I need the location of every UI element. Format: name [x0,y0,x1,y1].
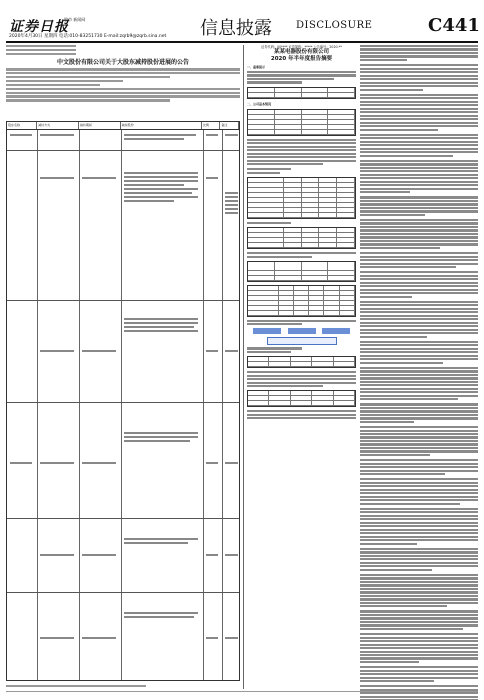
paragraph [360,45,478,61]
shareholding-table [6,121,240,681]
col-header: 股东名称 [7,122,37,129]
paragraph [360,252,478,268]
col-header: 备注 [220,122,239,129]
paragraph [360,64,478,91]
diagram-main-box [267,337,337,345]
paragraph [360,685,478,700]
report-table-6 [247,285,356,317]
table-footnote [6,685,240,689]
paragraph [360,341,478,364]
paragraph [360,219,478,249]
page-code: C441 [428,15,480,36]
paragraph [360,403,478,423]
left-announcement [6,45,240,689]
paragraph [360,610,478,630]
table-col-divider [203,130,204,680]
section-heading: 一、重要提示 [247,65,266,69]
section-title-en: DISCLOSURE [296,20,373,31]
table-col-divider [79,130,80,680]
paragraph [360,301,478,338]
logo-subtitle: 股市 新闻网 [64,17,86,22]
paragraph [360,426,478,456]
paragraph [360,574,478,608]
diagram-box [253,328,281,334]
masthead [0,0,484,44]
report-table-4 [247,227,356,249]
paragraph [360,666,478,682]
col-header: 比例 [202,122,221,129]
table-row [7,592,239,593]
paragraph [360,134,478,157]
table-col-divider [121,130,122,680]
diagram-box [288,328,316,334]
security-code-line: 证券代码：00**** 证券简称：***** 公告编号：2020-** [261,45,342,49]
paragraph [360,459,478,475]
report-table-8 [247,390,356,407]
table-col-divider [222,130,223,680]
paragraph [360,548,478,571]
section-heading: 二、公司基本情况 [247,101,272,106]
newspaper-logo: 证券日报 [9,19,69,35]
col-header: 减持方式 [37,122,79,129]
ownership-diagram [247,328,356,345]
report-title: 2020 年半年度报告摘要 [270,56,333,62]
table-row [7,402,239,403]
report-table-3 [247,177,356,219]
col-header: 减持股份 [121,122,202,129]
footer-rule [6,691,478,692]
col-header: 减持期间 [79,122,121,129]
report-table-5 [247,261,356,282]
table-row [7,150,239,151]
table-col-divider [37,130,38,680]
report-table-2 [247,109,356,136]
table-header [7,122,239,130]
paragraph [360,160,478,194]
section-title-cn: 信息披露 [200,18,272,39]
middle-report-summary [243,45,356,689]
announcement-body [6,68,240,102]
masthead-rule [6,41,478,43]
diagram-box [322,328,350,334]
report-table-1 [247,87,356,99]
announcement-title: 中文股份有限公司关于大股东减持股份进展的公告 [56,59,189,67]
right-body-text [360,45,478,689]
report-company: 某某电器股份有限公司 [273,49,329,55]
paragraph [360,94,478,131]
paragraph [360,196,478,216]
paragraph [360,271,478,298]
table-row [7,518,239,519]
paragraph [360,508,478,545]
date-line: 2020年4月30日 星期四 电话:010-83251730 E-mail:zqrb9@zqrb.sina.net [9,34,167,39]
announcement-header [6,45,240,55]
table-row [7,300,239,301]
paragraph [360,367,478,401]
paragraph [360,478,478,505]
paragraph [360,633,478,663]
report-table-7 [247,356,356,368]
